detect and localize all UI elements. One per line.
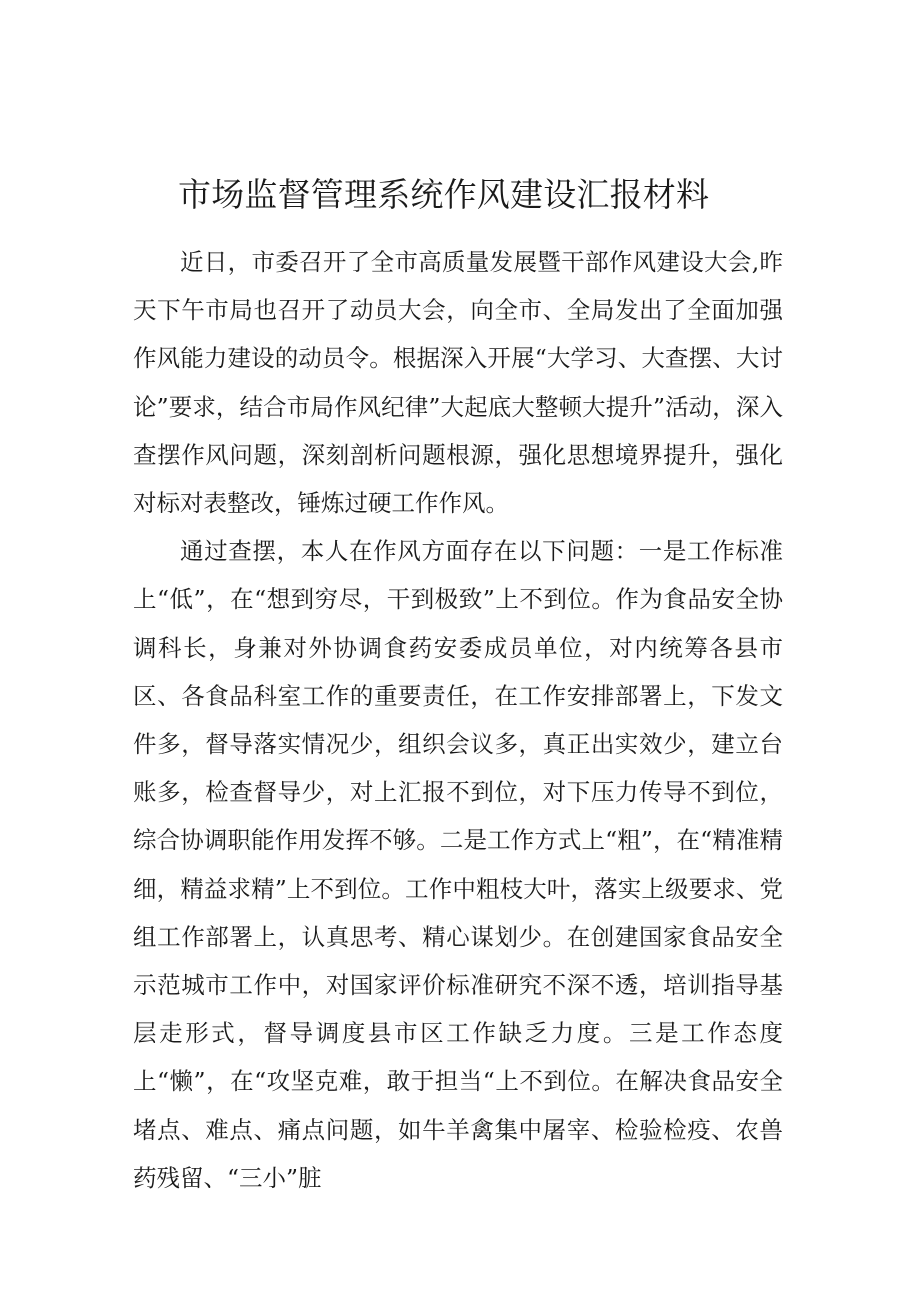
paragraph-intro: 近日，市委召开了全市高质量发展暨干部作风建设大会,昨天下午市局也召开了动员大会，向全市、全局发出了全面加强作风能力建设的动员令。根据深入开展“大学习、大查摆、大讨论”要求，结合市局作风纪律”大起底大整顿大提升”活动，深入查摆作风问题，深刻剖析问题根源，强化思想境界提升，强化对标对表整改，锤炼过硬工作作风。 bbox=[133, 248, 783, 518]
paragraph-problems: 通过查摆，本人在作风方面存在以下问题：一是工作标准上“低”，在“想到穷尽，干到极致”上不到位。作为食品安全协调科长，身兼对外协调食药安委成员单位，对内统筹各县市区、各食品科室工作的重要责任，在工作安排部署上，下发文件多，督导落实情况少，组织会议多，真正出实效少，建立台账多，检查督导少，对上汇报不到位，对下压力传导不到位，综合协调职能作用发挥不够。二是工作方式上“粗”，在“精准精细，精益求精”上不到位。工作中粗枝大叶，落实上级要求、党组工作部署上，认真思考、精心谋划少。在创建国家食品安全示范城市工作中，对国家评价标准研究不深不透，培训指导基层走形式，督导调度县市区工作缺乏力度。三是工作态度上“懒”，在“攻坚克难，敢于担当“上不到位。在解决食品安全堵点、难点、痛点问题，如牛羊禽集中屠宰、检验检疫、农兽药残留、“三小”脏 bbox=[133, 537, 783, 1192]
document-body bbox=[133, 238, 783, 1202]
document-title: 市场监督管理系统作风建设汇报材料 bbox=[178, 175, 710, 214]
